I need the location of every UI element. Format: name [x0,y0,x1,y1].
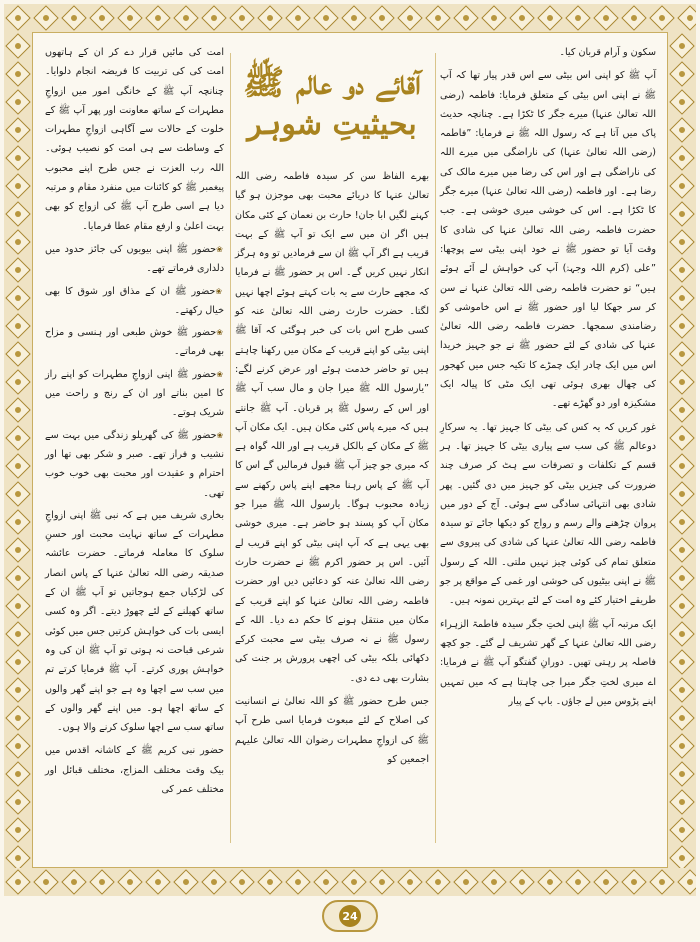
ornament-motif-icon [669,397,694,422]
ornament-motif-icon [397,5,422,30]
border-ornament-tile [4,452,32,480]
border-ornament-tile [620,868,648,896]
border-ornament-tile [668,676,696,704]
ornament-motif-icon [145,869,170,894]
border-ornament-tile [668,452,696,480]
ornament-motif-icon [565,869,590,894]
border-ornament-tile [88,868,116,896]
ornament-motif-icon [5,593,30,618]
border-ornament-tile [676,868,696,896]
ornament-motif-icon [669,537,694,562]
ornament-motif-icon [5,481,30,506]
ornament-motif-icon [669,201,694,226]
border-ornament-tile [88,4,116,32]
border-ornament-tile [668,172,696,200]
paragraph: جس طرح حضور ﷺ کو اللہ تعالیٰ نے انسانیت کی اصلاح کے لئے مبعوث فرمایا اسی طرح آپ ﷺ کی ازواجِ مطہرات رضوان اللہ تعالیٰ علیہم اجمعین کو [235,696,429,765]
ornament-motif-icon [61,5,86,30]
border-ornament-tile [564,4,592,32]
border-ornament-tile [648,4,676,32]
ornament-motif-icon [5,649,30,674]
ornament-motif-icon [341,869,366,894]
border-strip-right [668,32,696,868]
border-ornament-tile [256,868,284,896]
border-ornament-tile [668,480,696,508]
ornament-motif-icon [649,5,674,30]
border-ornament-tile [32,868,60,896]
border-ornament-tile [668,564,696,592]
border-ornament-tile [144,4,172,32]
border-ornament-tile [228,868,256,896]
ornament-motif-icon [5,869,30,894]
border-ornament-tile [4,88,32,116]
ornament-motif-icon [669,33,694,58]
ornament-motif-icon [669,89,694,114]
border-ornament-tile [668,592,696,620]
ornament-motif-icon [509,869,534,894]
ornament-motif-icon [669,845,694,868]
border-ornament-tile [676,4,696,32]
ornament-motif-icon [669,705,694,730]
border-ornament-tile [668,116,696,144]
ornament-motif-icon [5,761,30,786]
paragraph: ایک مرتبہ آپ ﷺ اپنی لختِ جگر سیدہ فاطمۃ الزہراء رضی اللہ تعالیٰ عنہا کے گھر تشریف لے گئے۔ جو کچھ فاصلہ پر رہتی تھیں۔ دورانِ گفتگو آپ ﷺ نے فرمایا: اے میری لختِ جگر میرا جی چاہتا ہے کہ میں تمہیں اپنے پڑوس میں لے جاؤں۔ باپ کے پیار [440,618,656,707]
border-ornament-tile [668,284,696,312]
ornament-motif-icon [201,869,226,894]
ornament-motif-icon [669,453,694,478]
border-ornament-tile [60,4,88,32]
border-ornament-tile [668,620,696,648]
page-number-badge [322,900,378,932]
ornament-motif-icon [229,5,254,30]
ornament-motif-icon [5,285,30,310]
border-ornament-tile [424,868,452,896]
bullet-item: ❀ حضور ﷺ کی گھریلو زندگی میں بہت سے نشیب و فراز تھے۔ صبر و شکر بھی تھا اور احترام و عقیدت اور محبت بھی خوب خوب تھی۔ [45,426,224,503]
ornament-motif-icon [89,869,114,894]
border-ornament-tile [172,4,200,32]
border-ornament-tile [668,788,696,816]
bullet-item: ❀ حضور ﷺ اپنی ازواجِ مطہرات کو اپنے راز کا امین بناتے اور ان کے رنج و راحت میں شریک ہوتے۔ [45,365,224,423]
ornament-motif-icon [669,173,694,198]
border-ornament-tile [668,816,696,844]
ornament-motif-icon [117,5,142,30]
border-ornament-tile [200,4,228,32]
border-ornament-tile [4,228,32,256]
ornament-motif-icon [369,5,394,30]
ornament-motif-icon [669,789,694,814]
ornament-motif-icon [537,5,562,30]
page-number: 24 [339,905,361,927]
ornament-motif-icon [5,817,30,842]
border-ornament-tile [668,88,696,116]
ornament-motif-icon [341,5,366,30]
ornament-motif-icon [5,173,30,198]
border-strip-top [4,4,696,32]
border-ornament-tile [4,340,32,368]
article-title [235,43,429,163]
ornament-motif-icon [669,341,694,366]
ornament-motif-icon [173,5,198,30]
column-right [438,43,658,855]
ornament-motif-icon [5,61,30,86]
ornament-motif-icon [669,565,694,590]
ornament-motif-icon [5,733,30,758]
ornament-motif-icon [5,229,30,254]
border-ornament-tile [4,732,32,760]
border-ornament-tile [228,4,256,32]
ornament-motif-icon [425,869,450,894]
border-ornament-tile [668,228,696,256]
ornament-motif-icon [5,537,30,562]
ornament-motif-icon [285,869,310,894]
column-divider [230,53,231,843]
border-ornament-tile [508,868,536,896]
border-ornament-tile [4,564,32,592]
paragraph: سکون و آرام قربان کیا۔ [559,47,656,58]
column-left [43,43,226,855]
ornament-motif-icon [5,565,30,590]
ornament-motif-icon [669,733,694,758]
border-ornament-tile [668,704,696,732]
ornament-motif-icon [669,145,694,170]
border-ornament-tile [592,4,620,32]
ornament-motif-icon [173,869,198,894]
border-ornament-tile [4,648,32,676]
border-ornament-tile [668,256,696,284]
ornament-motif-icon [669,117,694,142]
paragraph: امت کی مائیں قرار دے کر ان کے ہاتھوں امت کی کی تربیت کا فریضہ انجام دلوایا۔ چنانچہ آپ ﷺ کے خانگی امور میں ازواجِ مطہرات کے ساتھ معاونت اور پھر آپ ﷺ کے خلوت کے حالات سے آگاہی ازواجِ مطہرات کے وساطت سے ہی امت کو نصیب ہوئی۔ اللہ رب العزت نے جس طرح اپنے محبوب پیغمبر ﷺ کو کائنات میں منفرد مقام و مرتبہ دیا ہے اسی طرح آپ ﷺ کی ازواج کو بھی بہت اعلیٰ و ارفع مقام عطا فرمایا۔ [45,47,224,232]
ornament-motif-icon [5,677,30,702]
border-ornament-tile [312,868,340,896]
ornament-motif-icon [669,649,694,674]
border-ornament-tile [4,704,32,732]
border-ornament-tile [648,868,676,896]
ornament-motif-icon [33,5,58,30]
border-ornament-tile [4,788,32,816]
border-ornament-tile [4,284,32,312]
ornament-motif-icon [397,869,422,894]
ornament-motif-icon [621,869,646,894]
ornament-motif-icon [5,145,30,170]
border-strip-left [4,32,32,868]
title-line-1: آقائے دو عالم ﷺ [243,63,421,103]
paragraph: حضور نبی کریم ﷺ کے کاشانہ اقدس میں بیک وقت مختلف المزاج، مختلف قبائل اور مختلف عمر کی [45,745,224,795]
title-line-2: بحیثیتِ شوہر [247,107,417,142]
border-ornament-tile [172,868,200,896]
border-ornament-tile [668,648,696,676]
border-ornament-tile [4,368,32,396]
border-ornament-tile [668,760,696,788]
ornament-motif-icon [669,481,694,506]
ornament-motif-icon [5,397,30,422]
border-ornament-tile [4,816,32,844]
ornament-motif-icon [285,5,310,30]
border-ornament-tile [668,536,696,564]
ornament-motif-icon [369,869,394,894]
bullet-item: ❀ حضور ﷺ ان کے مذاق اور شوق کا بھی خیال رکھتے۔ [45,282,224,321]
ornament-motif-icon [201,5,226,30]
ornament-motif-icon [5,425,30,450]
ornament-motif-icon [593,5,618,30]
column-middle [233,43,431,855]
ornament-motif-icon [5,313,30,338]
border-ornament-tile [424,4,452,32]
border-ornament-tile [116,4,144,32]
border-ornament-tile [668,396,696,424]
border-ornament-tile [284,868,312,896]
ornament-motif-icon [5,257,30,282]
border-ornament-tile [32,4,60,32]
ornament-motif-icon [313,869,338,894]
paragraph: آپ ﷺ کو اپنی اس بیٹی سے اس قدر پیار تھا کہ آپ ﷺ نے اپنی اس بیٹی کے متعلق فرمایا: فاطمہ (رضی اللہ تعالیٰ عنہا) میرے جگر کا ٹکڑا ہے۔ چنانچہ حدیث پاک میں آتا ہے کہ رسول اللہ ﷺ نے فرمایا: ”فاطمہ (رضی اللہ تعالیٰ عنہا) کی ناراضگی میں میرے اللہ کی ناراضگی ہے اور اس کی رضا میں میرے مالک کی رضا ہے۔ اور فاطمہ (رضی اللہ تعالیٰ عنہا) میرے جگر کا ٹکڑا ہے۔ اس کی خوشی میری خوشی ہے۔ جب حضرت فاطمہ رضی اللہ تعالیٰ عنہا کی شادی کا وقت آیا تو حضور ﷺ نے خود اپنی بیٹی سے پوچھا: ”علی (کرم اللہ وجہہٗ) آپ کی خواہش لے آئے ہوئے ہیں“ تو حضرت فاطمہ رضی اللہ تعالیٰ عنہا نے سن کر سر جھکا لیا اور حضور ﷺ نے اس خاموشی کو رضامندی سمجھا۔ حضرت فاطمہ رضی اللہ تعالیٰ عنہا کی شادی کے لئے حضور ﷺ نے جو جہیز خریدا اس میں ایک چادر ایک چمڑے کا تکیہ جس میں کھجور کی چھال بھری ہوئی تھی ایک مٹی کا پیالہ ایک مشکیزہ اور دو گھڑے تھے۔ [440,70,656,410]
ornament-motif-icon [537,869,562,894]
border-ornament-tile [620,4,648,32]
border-ornament-tile [4,60,32,88]
border-ornament-tile [4,144,32,172]
ornament-motif-icon [5,453,30,478]
border-ornament-tile [368,4,396,32]
ornament-motif-icon [89,5,114,30]
border-ornament-tile [256,4,284,32]
border-ornament-tile [4,200,32,228]
ornament-motif-icon [5,89,30,114]
border-ornament-tile [592,868,620,896]
border-ornament-tile [4,116,32,144]
border-ornament-tile [368,868,396,896]
ornament-motif-icon [565,5,590,30]
bullet-item: ❀ حضور ﷺ اپنی بیویوں کی جائز حدود میں دلداری فرماتے تھے۔ [45,240,224,279]
ornament-motif-icon [61,869,86,894]
border-ornament-tile [668,424,696,452]
ornament-motif-icon [145,5,170,30]
ornament-motif-icon [669,285,694,310]
ornament-motif-icon [677,5,696,30]
ornament-motif-icon [5,621,30,646]
ornament-motif-icon [5,341,30,366]
border-ornament-tile [396,868,424,896]
border-ornament-tile [4,508,32,536]
ornament-motif-icon [229,869,254,894]
border-ornament-tile [668,732,696,760]
border-ornament-tile [452,868,480,896]
border-ornament-tile [4,620,32,648]
ornament-motif-icon [669,509,694,534]
ornament-motif-icon [5,369,30,394]
border-ornament-tile [4,676,32,704]
ornament-motif-icon [257,869,282,894]
ornament-motif-icon [5,117,30,142]
ornament-motif-icon [649,869,674,894]
border-ornament-tile [4,4,32,32]
border-ornament-tile [4,536,32,564]
ornament-motif-icon [481,869,506,894]
ornament-motif-icon [669,425,694,450]
border-ornament-tile [508,4,536,32]
border-ornament-tile [4,424,32,452]
ornament-motif-icon [669,817,694,842]
ornament-motif-icon [5,789,30,814]
ornament-motif-icon [593,869,618,894]
border-ornament-tile [4,396,32,424]
paragraph: غور کریں کہ یہ کس کی بیٹی کا جہیز تھا۔ یہ سرکارِ دوعالم ﷺ کی سب سے پیاری بیٹی کا جہیز تھا۔ ہر قسم کے تکلفات و تصرفات سے ہٹ کر صرف چند ضرورت کی چیزیں بیٹی کو جہیز میں دی گئیں۔ پھر شادی بھی انتہائی سادگی سے ہوئی۔ آج کے دور میں پروان چڑھنے والے رسم و رواج کو دیکھا جائے تو سیدہ فاطمہ رضی اللہ تعالیٰ عنہا کی شادی کی پیروی سے متعلق تمام کی کوئی چیز نہیں ملتی۔ اللہ کے رسول ﷺ نے اپنی بیٹیوں کی خوشی اور غمی کے مواقع پر جو طریقے اختیار کئے وہ امت کے لئے بہترین نمونہ ہیں۔ [440,421,656,607]
paragraph: بھرے الفاظ سن کر سیدہ فاطمہ رضی اللہ تعالیٰ عنہا کا دریائے محبت بھی موجزن ہو گیا کہنے لگیں ابا جان! حارث بن نعمان کے کئی مکان ہیں اگر ان میں سے ایک تو آپ ﷺ کے بہت قریب ہے اگر آپ ﷺ ان سے فرمادیں تو وہ ہرگز انکار نہیں کریں گے۔ اس پر حضور ﷺ نے فرمایا کہ مجھے حارث سے یہ بات کہتے ہوئے اچھا نہیں لگتا۔ حضرت حارث رضی اللہ تعالیٰ عنہ کو کسی طرح اس بات کی خبر ہوگئی کہ آقا ﷺ اپنی بیٹی کو اپنے قریب کے مکان میں رکھنا چاہتے ہیں تو حاضر خدمت ہوئے اور عرض کرنے لگے: ”یارسول اللہ ﷺ میرا جان و مال سب آپ ﷺ اور اس کے رسول ﷺ پر قربان۔ آپ ﷺ جانتے ہیں کہ میرے پاس کئی مکان ہیں۔ ایک مکان آپ ﷺ کے مکان کے بالکل قریب ہے اور اللہ گواہ ہے کہ میری جو چیز آپ ﷺ قبول فرمالیں گے اس کا آپ ﷺ کے پاس رہنا مجھے اپنے پاس رکھنے سے زیادہ محبوب ہوگا۔ یارسول اللہ ﷺ میرا جو مکان آپ کو پسند ہو حاضر ہے۔ میری خوشی بھی یہی ہے کہ آپ اپنی بیٹی کو اپنے قریب لے آئیں۔ اس پر حضور اکرم ﷺ نے حضرت حارث رضی اللہ تعالیٰ عنہ کو دعائیں دیں اور حضرت فاطمہ رضی اللہ تعالیٰ عنہا کو اپنے قریب کے مکان میں منتقل ہونے کا حکم دے دیا۔ اللہ کے رسول ﷺ نے نہ صرف بیٹی سے محبت کرکے دکھائی بلکہ بیٹی کی اچھی پرورش پر جنت کی بشارت بھی دے دی۔ [235,171,429,684]
article-body [32,32,668,868]
ornament-motif-icon [5,705,30,730]
border-ornament-tile [668,144,696,172]
border-ornament-tile [668,844,696,868]
border-ornament-tile [200,868,228,896]
ornament-motif-icon [5,201,30,226]
border-ornament-tile [668,200,696,228]
border-ornament-tile [4,256,32,284]
border-ornament-tile [312,4,340,32]
ornament-motif-icon [677,869,696,894]
border-ornament-tile [480,4,508,32]
ornament-motif-icon [33,869,58,894]
ornament-motif-icon [453,5,478,30]
ornament-motif-icon [509,5,534,30]
ornament-motif-icon [669,677,694,702]
border-ornament-tile [480,868,508,896]
border-ornament-tile [452,4,480,32]
border-ornament-tile [4,760,32,788]
border-ornament-tile [4,312,32,340]
border-ornament-tile [60,868,88,896]
ornament-motif-icon [669,257,694,282]
border-ornament-tile [116,868,144,896]
border-ornament-tile [668,312,696,340]
border-ornament-tile [4,172,32,200]
border-ornament-tile [564,868,592,896]
ornament-motif-icon [5,509,30,534]
border-ornament-tile [4,592,32,620]
border-ornament-tile [536,4,564,32]
border-ornament-tile [4,32,32,60]
ornament-motif-icon [669,369,694,394]
border-ornament-tile [396,4,424,32]
ornament-motif-icon [669,61,694,86]
ornament-motif-icon [669,621,694,646]
paragraph: بخاری شریف میں ہے کہ نبی ﷺ اپنی ازواجِ مطہرات کے ساتھ نہایت محبت اور حسنِ سلوک کا معاملہ فرماتے۔ حضرت عائشہ صدیقہ رضی اللہ تعالیٰ عنہا کے پاس انصار کی لڑکیاں جمع ہوجاتیں تو آپ ﷺ ان کے ساتھ کھیلنے کے لئے چھوڑ دیتے۔ اگر وہ کسی ایسی بات کی خواہش کرتیں جس میں کوئی شرعی قباحت نہ ہوتی تو آپ ﷺ ان کی وہ خواہش پوری کرتے۔ آپ ﷺ فرمایا کرتے تم میں سب سے اچھا وہ ہے جو اپنے گھر والوں کے ساتھ اچھا ہو۔ میں اپنے گھر والوں کے ساتھ سب سے اچھا سلوک کرنے والا ہوں۔ [45,509,224,734]
border-ornament-tile [4,480,32,508]
ornament-motif-icon [669,761,694,786]
ornament-motif-icon [5,5,30,30]
border-ornament-tile [536,868,564,896]
border-ornament-tile [668,368,696,396]
ornament-motif-icon [453,869,478,894]
border-ornament-tile [144,868,172,896]
border-ornament-tile [668,508,696,536]
ornament-motif-icon [621,5,646,30]
border-ornament-tile [340,4,368,32]
ornament-motif-icon [117,869,142,894]
border-ornament-tile [284,4,312,32]
column-divider [435,53,436,843]
ornament-motif-icon [5,33,30,58]
border-ornament-tile [668,32,696,60]
bullet-item: ❀ حضور ﷺ خوش طبعی اور ہنسی و مزاح بھی فرماتے۔ [45,323,224,362]
ornament-motif-icon [669,313,694,338]
ornament-motif-icon [669,593,694,618]
border-ornament-tile [668,340,696,368]
ornament-motif-icon [5,845,30,868]
border-strip-bottom [4,868,696,896]
ornament-motif-icon [425,5,450,30]
border-ornament-tile [4,844,32,868]
border-ornament-tile [4,868,32,896]
ornament-motif-icon [313,5,338,30]
border-ornament-tile [340,868,368,896]
ornament-motif-icon [669,229,694,254]
ornament-motif-icon [257,5,282,30]
border-ornament-tile [668,60,696,88]
ornament-motif-icon [481,5,506,30]
